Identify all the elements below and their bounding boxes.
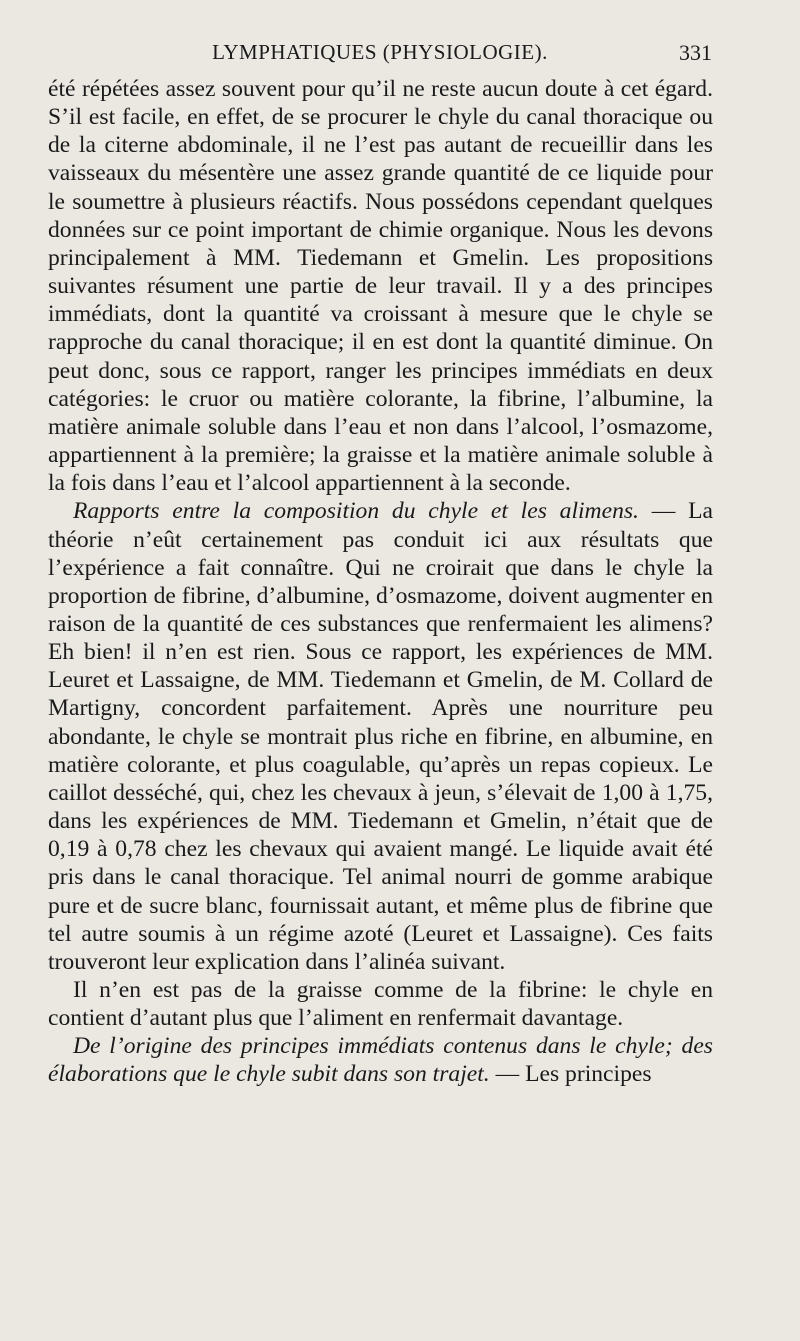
- page-number: 331: [679, 40, 712, 65]
- paragraph-1: [48, 75, 713, 497]
- paragraph-4: [48, 1032, 713, 1088]
- running-head-title: LYMPHATIQUES (PHYSIOLOGIE).: [212, 40, 548, 64]
- paragraph-1-text: été répétées assez souvent pour qu’il ne reste aucun doute à cet égard. S’il est facile, en effet, de se procurer le chyle du canal thoracique ou de la citerne abdominale, il ne l’est pas autant de recueillir dans les vaisseaux du mésentère une assez grande quantité de ce liquide pour le soumettre à plusieurs réactifs. Nous possédons cependant quelques données sur ce point important de chimie organique. Nous les devons principalement à MM. Tiedemann et Gmelin. Les propositions suivantes résument une partie de leur travail. Il y a des principes immédiats, dont la quantité va croissant à mesure que le chyle se rapproche du canal thoracique; il en est dont la quantité diminue. On peut donc, sous ce rapport, ranger les principes immédiats en deux catégories: le cruor ou matière colorante, la fibrine, l’albumine, la matière animale soluble dans l’eau et non dans l’alcool, l’osmazome, appartiennent à la première; la graisse et la matière animale soluble à la fois dans l’eau et l’alcool appartiennent à la seconde.: [48, 76, 713, 497]
- section-heading-origine: De l’origine des principes immédiats contenus dans le chyle; des élaborations que le chyle subit dans son trajet.: [48, 1033, 713, 1088]
- paragraph-2-text: — La théorie n’eût certainement pas conduit ici aux résultats que l’expérience a fait connaître. Qui ne croirait que dans le chyle la proportion de fibrine, d’albumine, d’osmazome, doivent augmenter en raison de la quantité de ces substances que renfermaient les alimens? Eh bien! il n’en est rien. Sous ce rapport, les expériences de MM. Leuret et Lassaigne, de MM. Tiedemann et Gmelin, de M. Collard de Martigny, concordent parfaitement. Après une nourriture peu abondante, le chyle se montrait plus riche en fibrine, en albumine, en matière colorante, et plus coagulable, qu’après un repas copieux. Le caillot desséché, qui, chez les chevaux à jeun, s’élevait de 1,00 à 1,75, dans les expériences de MM. Tiedemann et Gmelin, n’était que de 0,19 à 0,78 chez les chevaux qui avaient mangé. Le liquide avait été pris dans le canal thoracique. Tel animal nourri de gomme arabique pure et de sucre blanc, fournissait autant, et même plus de fibrine que tel autre soumis à un régime azoté (Leuret et Lassaigne). Ces faits trouveront leur explication dans l’alinéa suivant.: [48, 498, 713, 975]
- paragraph-3: [48, 976, 713, 1032]
- body-text: [48, 75, 713, 1089]
- running-head: [48, 40, 712, 70]
- section-heading-rapports: Rapports entre la composition du chyle et les alimens.: [73, 498, 639, 525]
- paragraph-3-text: Il n’en est pas de la graisse comme de la fibrine: le chyle en contient d’autant plus que l’aliment en renfermait davantage.: [48, 977, 713, 1032]
- paragraph-2: [48, 497, 713, 976]
- paragraph-4-text: — Les principes: [489, 1061, 652, 1088]
